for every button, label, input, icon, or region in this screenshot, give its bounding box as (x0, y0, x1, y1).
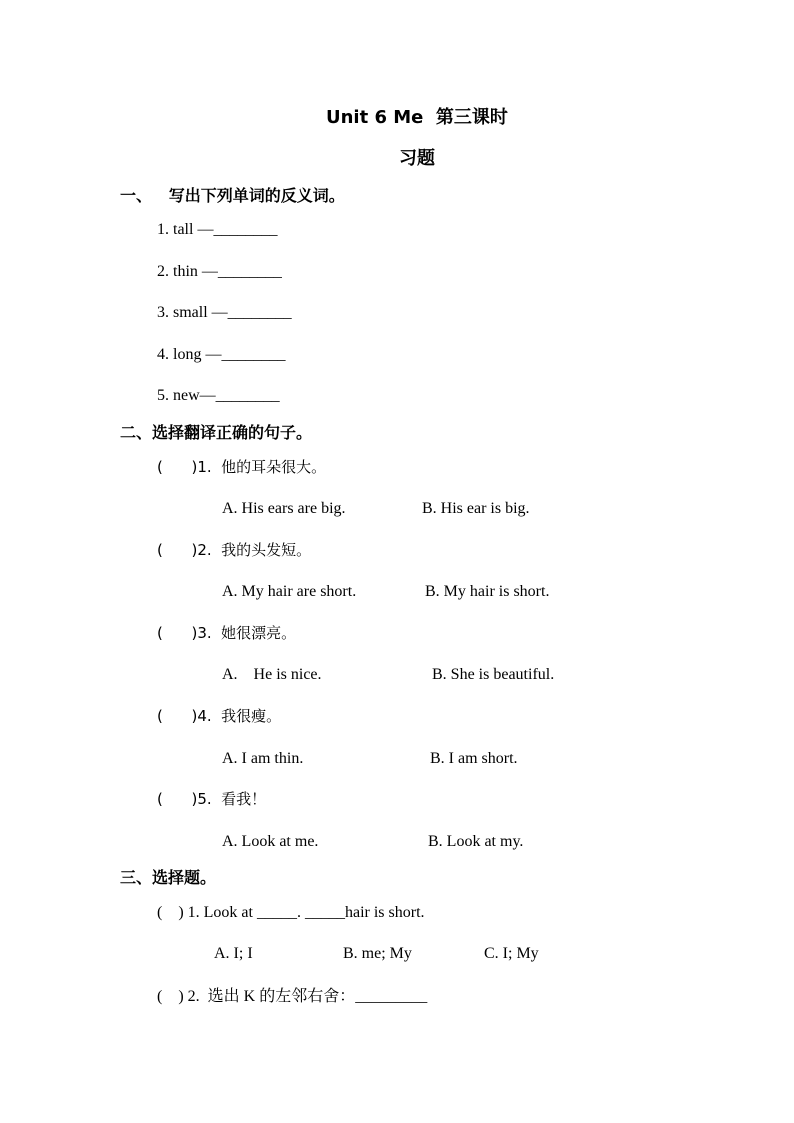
option-b-q4: B. I am short. (430, 750, 518, 767)
option-b-q3: B. She is beautiful. (432, 666, 555, 683)
translation-question-4: ( )4. 我很瘦。 (157, 707, 282, 725)
section-1-heading: 一、 写出下列单词的反义词。 (120, 186, 345, 205)
option-a-q1: A. His ears are big. (222, 500, 346, 517)
section-2-heading: 二、选择翻译正确的句子。 (120, 423, 313, 442)
option-a-q3: A. He is nice. (222, 666, 322, 683)
worksheet-subtitle: 习题 (399, 148, 435, 169)
option-b-q2: B. My hair is short. (425, 583, 550, 600)
option-a-q2: A. My hair are short. (222, 583, 357, 600)
option-b-q1: B. His ear is big. (422, 500, 530, 517)
choice-question-2: ( ) 2. 选出 K 的左邻右舍：_________ (157, 988, 428, 1005)
antonym-item-1: 1. tall —________ (157, 221, 278, 238)
antonym-item-2: 2. thin —________ (157, 263, 282, 280)
choice-option-a: A. I; I (214, 945, 253, 962)
worksheet-title: Unit 6 Me 第三课时 (326, 107, 508, 128)
antonym-item-4: 4. long —________ (157, 346, 286, 363)
antonym-item-3: 3. small —________ (157, 304, 292, 321)
choice-option-b: B. me; My (343, 945, 412, 962)
antonym-item-5: 5. new—________ (157, 387, 280, 404)
option-b-q5: B. Look at my. (428, 833, 524, 850)
translation-question-3: ( )3. 她很漂亮。 (157, 624, 297, 642)
translation-question-1: ( )1. 他的耳朵很大。 (157, 458, 327, 476)
option-a-q4: A. I am thin. (222, 750, 304, 767)
section-3-heading: 三、选择题。 (120, 868, 217, 887)
choice-question-1: ( ) 1. Look at _____. _____hair is short. (157, 904, 425, 921)
translation-question-5: ( )5. 看我！ (157, 790, 267, 808)
translation-question-2: ( )2. 我的头发短。 (157, 541, 312, 559)
choice-option-c: C. I; My (484, 945, 539, 962)
option-a-q5: A. Look at me. (222, 833, 319, 850)
